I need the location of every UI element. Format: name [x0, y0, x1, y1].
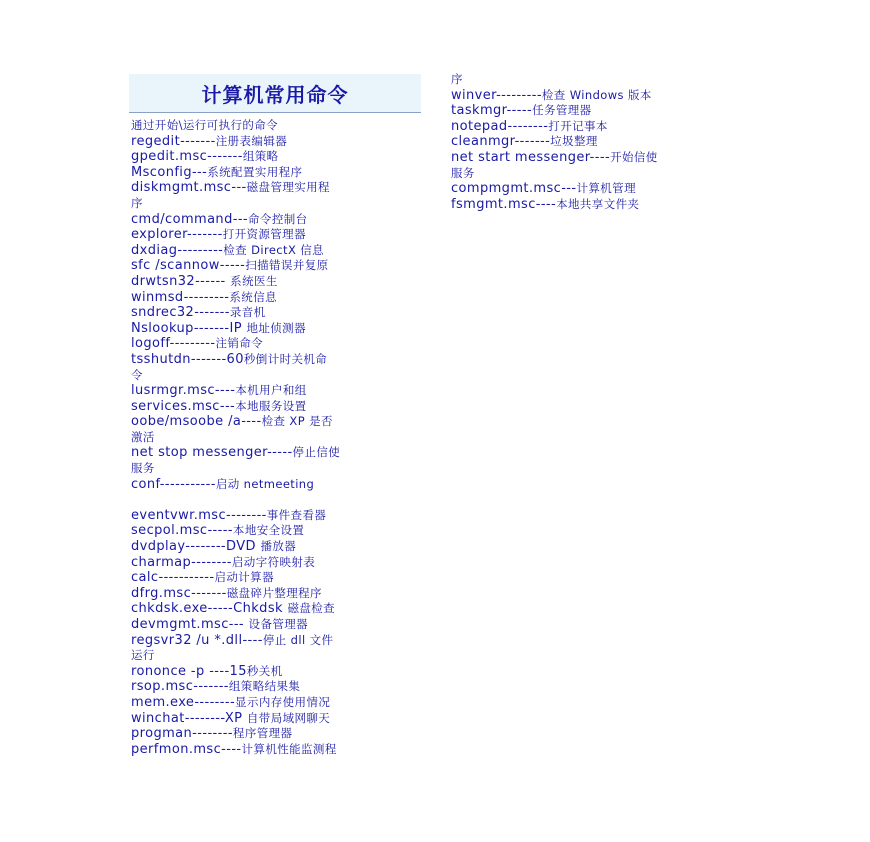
- command-line: [131, 258, 423, 274]
- command-name: services.msc---: [131, 398, 236, 414]
- command-line: [131, 290, 423, 306]
- command-line: [451, 150, 743, 166]
- command-description: 秒倒计时关机命: [243, 351, 328, 366]
- command-description: 服务: [131, 461, 155, 476]
- command-description: 播放器: [260, 539, 297, 554]
- command-line: [451, 166, 743, 182]
- command-description: 激活: [131, 429, 155, 444]
- command-description: 任务管理器: [532, 103, 592, 118]
- command-description: 自带局域网聊天: [246, 710, 331, 725]
- command-line: [131, 430, 423, 446]
- command-description: 磁盘检查: [287, 601, 336, 616]
- title-banner: [129, 74, 421, 113]
- command-description: 本地安全设置: [232, 523, 305, 538]
- command-line: [131, 196, 423, 212]
- command-description: 本地服务设置: [235, 398, 307, 413]
- command-line: [451, 119, 743, 135]
- command-description: 磁盘碎片整理程序: [226, 585, 322, 600]
- command-description: 系统配置实用程序: [207, 164, 303, 179]
- command-description: 本地共享文件夹: [556, 196, 640, 211]
- command-line: [131, 414, 423, 430]
- command-name: conf-----------: [131, 476, 216, 492]
- command-line: [131, 570, 423, 586]
- command-line: [131, 695, 423, 711]
- command-line: [131, 539, 423, 555]
- command-line: [131, 711, 423, 727]
- command-line: [451, 181, 743, 197]
- command-description: 磁盘管理实用程: [246, 180, 330, 195]
- command-line: [131, 648, 423, 664]
- command-line: [131, 134, 423, 150]
- command-line: [451, 103, 743, 119]
- command-name: gpedit.msc-------: [131, 149, 243, 165]
- command-description: 服务: [451, 165, 475, 180]
- command-line: [131, 461, 423, 477]
- command-name: fsmgmt.msc----: [451, 196, 557, 212]
- command-description: 秒关机: [246, 663, 283, 678]
- command-description: 打开资源管理器: [222, 227, 306, 242]
- command-line: [451, 72, 743, 88]
- command-description: 地址侦测器: [246, 320, 306, 335]
- command-name: eventvwr.msc--------: [131, 507, 267, 523]
- command-line: [131, 321, 423, 337]
- command-line: [131, 336, 423, 352]
- command-name: drwtsn32------: [131, 273, 231, 289]
- command-description: 检查 Windows 版本: [541, 87, 652, 102]
- command-description: 事件查看器: [266, 507, 327, 522]
- command-description: 程序管理器: [232, 726, 293, 741]
- command-description: 组策略结果集: [228, 679, 301, 694]
- command-description: 系统医生: [230, 273, 278, 288]
- command-line: [131, 149, 423, 165]
- command-name: tsshutdn-------60: [131, 351, 244, 367]
- command-name: compmgmt.msc---: [451, 181, 577, 197]
- command-line: [131, 445, 423, 461]
- command-name: dfrg.msc-------: [131, 585, 227, 601]
- command-line: [131, 383, 423, 399]
- command-name: dxdiag---------: [131, 242, 224, 258]
- command-name: cleanmgr-------: [451, 134, 551, 150]
- command-line: [131, 664, 423, 680]
- command-description: 计算机性能监测程: [241, 741, 337, 756]
- command-description: 序: [451, 72, 463, 86]
- command-description: 通过开始\运行可执行的命令: [131, 118, 279, 132]
- command-line: [131, 601, 423, 617]
- command-line: [131, 352, 423, 368]
- command-description: 组策略: [242, 149, 279, 164]
- command-description: 录音机: [229, 305, 266, 320]
- command-name: logoff---------: [131, 336, 216, 352]
- command-line: [131, 633, 423, 649]
- command-line: [451, 134, 743, 150]
- command-line: [451, 197, 743, 213]
- command-line: [131, 212, 423, 228]
- command-name: sfc /scannow-----: [131, 258, 246, 274]
- command-description: 序: [131, 195, 143, 210]
- command-description: 显示内存使用情况: [235, 694, 331, 709]
- command-description: 计算机管理: [576, 181, 636, 196]
- command-line: [131, 477, 423, 493]
- command-name: winver---------: [451, 87, 542, 103]
- command-description: 扫描错误并复原: [245, 258, 329, 273]
- command-description: 打开记事本: [548, 118, 608, 133]
- command-name: rononce -p ----15: [131, 663, 247, 679]
- command-description: 启动计算器: [214, 570, 274, 585]
- page-title: 计算机常用命令: [201, 82, 349, 107]
- command-name: charmap--------: [131, 554, 232, 570]
- command-line: [131, 586, 423, 602]
- command-description: 注册表编辑器: [215, 133, 288, 148]
- command-name: devmgmt.msc---: [131, 617, 249, 632]
- command-line: [131, 165, 423, 181]
- command-name: net stop messenger-----: [131, 445, 293, 461]
- command-name: calc-----------: [131, 570, 215, 586]
- command-description: 设备管理器: [248, 617, 309, 631]
- command-line: [131, 617, 423, 633]
- command-name: net start messenger----: [451, 149, 611, 165]
- command-line: [131, 368, 423, 384]
- command-name: diskmgmt.msc---: [131, 180, 247, 196]
- command-name: oobe/msoobe /a----: [131, 414, 262, 430]
- command-description: 检查 XP 是否: [261, 414, 333, 429]
- command-name: explorer-------: [131, 227, 223, 243]
- command-name: mem.exe--------: [131, 694, 236, 710]
- command-line: [131, 180, 423, 196]
- command-name: chkdsk.exe-----Chkdsk: [131, 601, 288, 617]
- command-line: [131, 523, 423, 539]
- command-name: cmd/command---: [131, 211, 249, 227]
- command-line: [131, 399, 423, 415]
- command-name: lusrmgr.msc----: [131, 383, 236, 399]
- command-name: rsop.msc-------: [131, 679, 229, 695]
- command-description: 启动 netmeeting: [215, 476, 315, 491]
- left-command-column: [131, 118, 423, 757]
- command-name: winchat--------XP: [131, 710, 247, 726]
- command-name: regsvr32 /u *.dll----: [131, 632, 263, 648]
- command-name: winmsd---------: [131, 289, 230, 305]
- command-description: 运行: [131, 648, 155, 663]
- command-description: 本机用户和组: [235, 383, 307, 398]
- command-name: regedit-------: [131, 133, 216, 149]
- command-line: [131, 305, 423, 321]
- command-name: Msconfig---: [131, 164, 208, 180]
- command-line: [131, 118, 423, 134]
- right-command-column: [451, 72, 743, 212]
- command-name: Nslookup-------IP: [131, 320, 247, 336]
- command-description: 令: [131, 367, 143, 382]
- command-description: 命令控制台: [248, 211, 308, 226]
- command-description: 启动字符映射表: [231, 554, 316, 569]
- command-name: progman--------: [131, 726, 233, 742]
- command-line: [131, 274, 423, 290]
- command-name: dvdplay--------DVD: [131, 539, 261, 555]
- command-line: [131, 679, 423, 695]
- command-line: [131, 742, 423, 758]
- command-name: taskmgr-----: [451, 103, 533, 119]
- command-description: 开始信使: [610, 149, 658, 164]
- command-name: sndrec32-------: [131, 305, 230, 321]
- command-description: 注销命令: [215, 336, 264, 351]
- command-description: 垃圾整理: [550, 134, 598, 149]
- command-description: 检查 DirectX 信息: [223, 242, 325, 257]
- command-name: secpol.msc-----: [131, 523, 233, 539]
- command-description: 停止信使: [292, 445, 341, 460]
- command-line: [131, 726, 423, 742]
- command-name: perfmon.msc----: [131, 741, 242, 757]
- command-name: notepad--------: [451, 118, 549, 134]
- command-description: 停止 dll 文件: [262, 632, 334, 647]
- command-line: [131, 555, 423, 571]
- command-line: [451, 88, 743, 104]
- blank-line: [131, 492, 423, 508]
- command-line: [131, 227, 423, 243]
- command-line: [131, 508, 423, 524]
- command-description: 系统信息: [229, 289, 277, 304]
- command-line: [131, 243, 423, 259]
